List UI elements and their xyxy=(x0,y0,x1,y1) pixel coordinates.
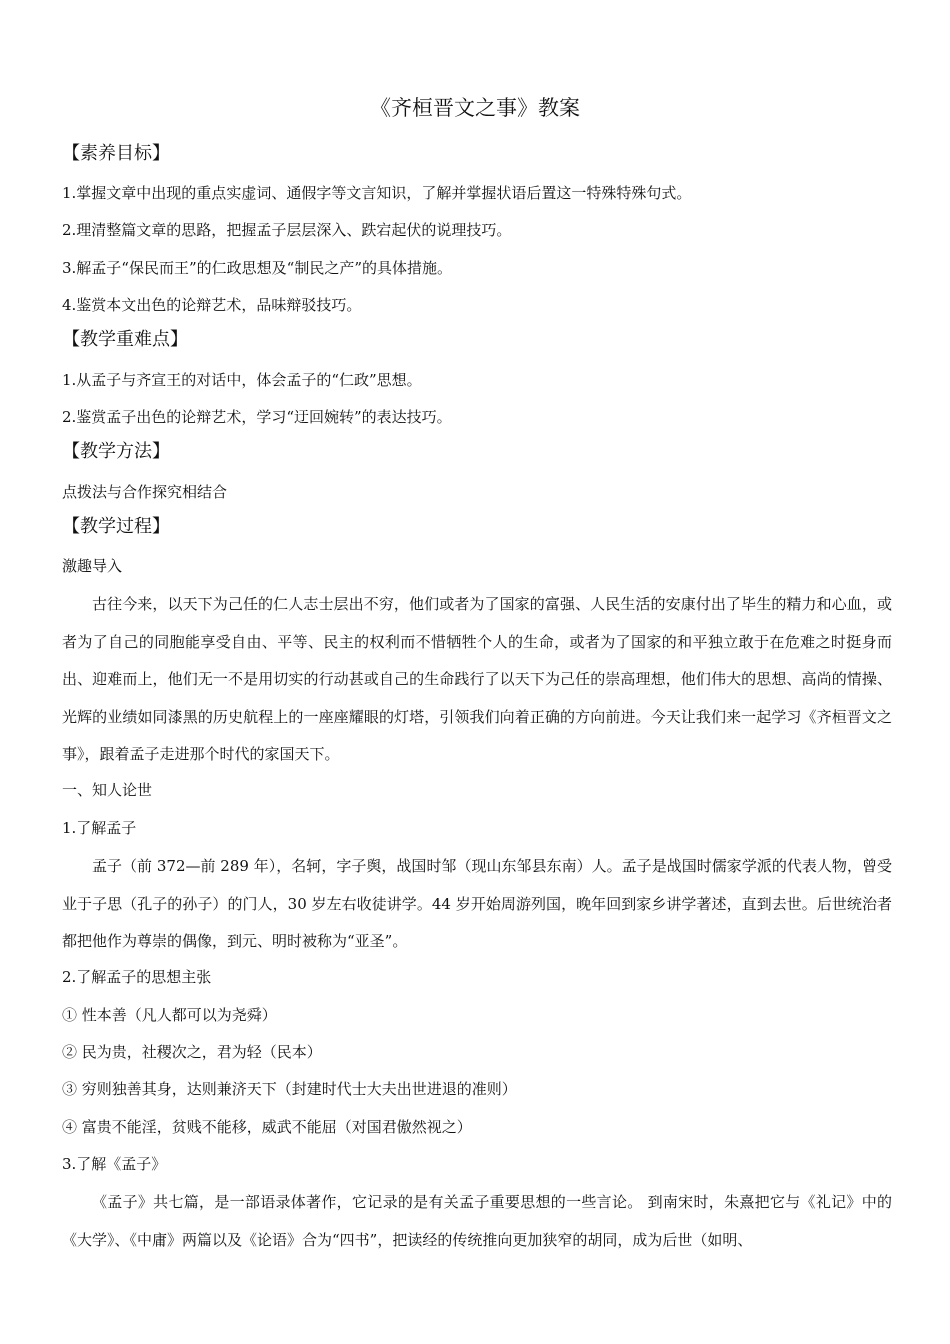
sub1-heading: 1.了解孟子 xyxy=(62,819,137,837)
intro-paragraph: 古往今来，以天下为己任的仁人志士层出不穷，他们或者为了国家的富强、人民生活的安康付出了毕生的精力和心血，或者为了自己的同胞能享受自由、平等、民主的权利而不惜牺牲个人的生命，或者为了国家的和平独立敢于在危难之时挺身而出、迎难而上，他们无一不是用切实的行动甚或自己的生命践行了以天下为己任的崇高理想，他们伟大的思想、高尚的情操、光辉的业绩如同漆黑的历史航程上的一座座耀眼的灯塔，引领我们向着正确的方向前进。今天让我们来一起学习《齐桓晋文之事》，跟着孟子走进那个时代的家国天下。 xyxy=(62,595,892,763)
idea-item: ① 性本善（凡人都可以为尧舜） xyxy=(62,1006,277,1024)
document-title: 《齐桓晋文之事》教案 xyxy=(370,96,580,120)
goal-item: 3.解孟子“保民而王”的仁政思想及“制民之产”的具体措施。 xyxy=(62,259,452,277)
process-heading: 【教学过程】 xyxy=(62,516,170,537)
sub3-heading: 3.了解《孟子》 xyxy=(62,1155,167,1173)
part1-heading: 一、知人论世 xyxy=(62,781,153,799)
goal-item: 1.掌握文章中出现的重点实虚词、通假字等文言知识，了解并掌握状语后置这一特殊特殊句式。 xyxy=(62,184,692,202)
key-points-heading: 【教学重难点】 xyxy=(62,329,188,350)
goal-item: 4.鉴赏本文出色的论辩艺术，品味辩驳技巧。 xyxy=(62,296,362,314)
idea-item: ② 民为贵，社稷次之，君为轻（民本） xyxy=(62,1043,322,1061)
method-text: 点拨法与合作探究相结合 xyxy=(62,483,228,501)
idea-item: ③ 穷则独善其身，达则兼济天下（封建时代士大夫出世进退的准则） xyxy=(62,1080,517,1098)
idea-item: ④ 富贵不能淫，贫贱不能移，威武不能屈（对国君傲然视之） xyxy=(62,1118,472,1136)
mencius-bio-paragraph: 孟子（前 372—前 289 年），名轲，字子舆，战国时邹（现山东邹县东南）人。孟子是战国时儒家学派的代表人物，曾受业于子思（孔子的孙子）的门人，30 岁左右收徒讲学。44 岁开始周游列国，晚年回到家乡讲学著述，直到去世。后世统治者都把他作为尊崇的偶像，到元、明时被称为“亚圣”。 xyxy=(62,857,892,950)
intro-label: 激趣导入 xyxy=(62,557,123,575)
key-point-item: 2.鉴赏孟子出色的论辩艺术，学习“迂回婉转”的表达技巧。 xyxy=(62,408,452,426)
sub2-heading: 2.了解孟子的思想主张 xyxy=(62,968,212,986)
goals-heading: 【素养目标】 xyxy=(62,143,170,164)
key-point-item: 1.从孟子与齐宣王的对话中，体会孟子的“仁政”思想。 xyxy=(62,371,422,389)
goal-item: 2.理清整篇文章的思路，把握孟子层层深入、跌宕起伏的说理技巧。 xyxy=(62,221,512,239)
mencius-book-paragraph: 《孟子》共七篇，是一部语录体著作，它记录的是有关孟子重要思想的一些言论。 到南宋时，朱熹把它与《礼记》中的《大学》、《中庸》两篇以及《论语》合为“四书”，把读经的传统推向更加狭窄的胡同，成为后世（如明、 xyxy=(62,1193,892,1249)
method-heading: 【教学方法】 xyxy=(62,441,170,462)
